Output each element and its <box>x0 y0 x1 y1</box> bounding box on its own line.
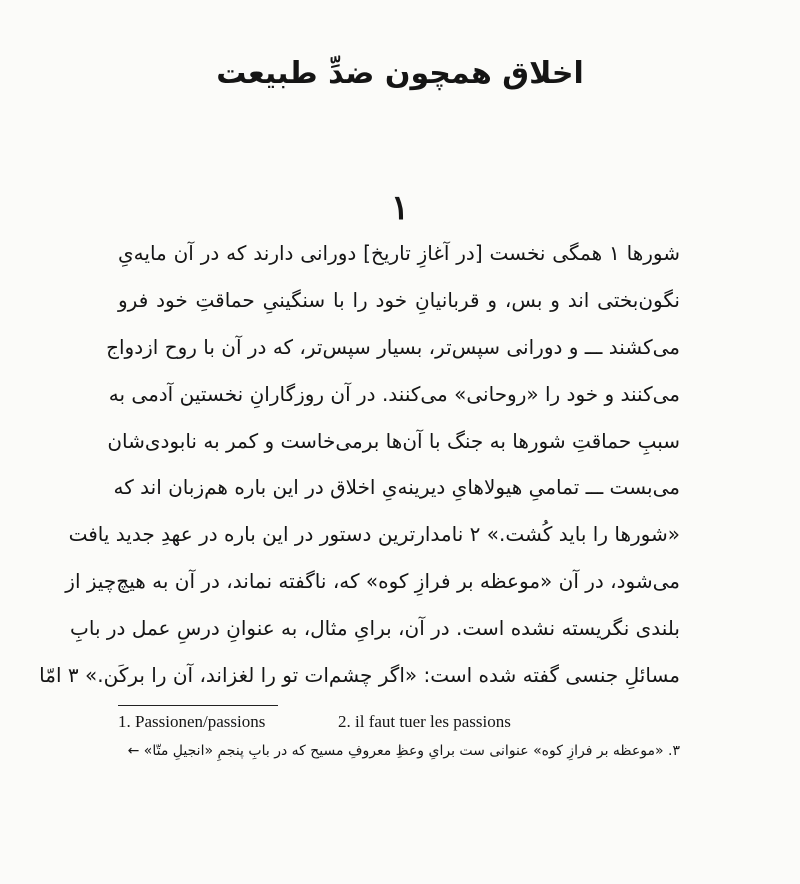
body-paragraph <box>39 230 680 699</box>
text-line: شورها ۱ همگی نخست [در آغازِ تاریخ] دورانی دارند که در آن مایه‌یِ <box>118 241 680 265</box>
footnote-divider <box>118 705 278 706</box>
footnote-3: ۳. «موعظه بر فرازِ کوه» عنوانی ست برایِ وعظِ معروفِ مسیح که در بابِ پنجمِ «انجیلِ متّا» ← <box>127 743 680 759</box>
footnote-1: 1. Passionen/passions <box>118 712 266 731</box>
text-line: مسائلِ جنسی گفته شده است: «اگر چشم‌ات تو را لغزاند، آن را برکَن.» ۳ امّا <box>39 663 680 688</box>
text-line: بلندی نگریسته نشده است. در آن، برایِ مثال، به عنوانِ درسِ عمل در بابِ <box>70 616 680 641</box>
text-line: نگون‌بختی اند و بس، و قربانیانِ خود را با سنگینیِ حماقتِ خود فرو <box>118 287 680 312</box>
text-line: «شورها را باید کُشت.» ۲ نامدارترین دستور در این باره در عهدِ جدید یافت <box>68 522 680 547</box>
text-line: می‌شود، در آن «موعظه بر فرازِ کوه» که، ناگفته نماند، در آن به هیچ‌چیز از <box>65 569 680 594</box>
text-line: می‌کشند ـــ و دورانی سپس‌تر، بسیار سپس‌تر، که در آن با روح ازدواج <box>106 334 680 359</box>
section-number: ۱ <box>390 188 410 228</box>
text-line: می‌کنند و خود را «روحانی» می‌کنند. در آن روزگارانِ نخستین آدمی به <box>108 381 680 406</box>
text-line: سببِ حماقتِ شورها به جنگ با آن‌ها برمی‌خاست و کمر به نابودی‌شان <box>107 428 680 453</box>
chapter-title: اخلاق همچون ضدِّ طبیعت <box>216 56 584 91</box>
footnote-2: 2. il faut tuer les passions <box>338 712 511 731</box>
text-line: می‌بست ـــ تمامیِ هیولاهایِ دیرینه‌یِ اخلاق در این باره هم‌زبان اند که <box>113 475 680 500</box>
